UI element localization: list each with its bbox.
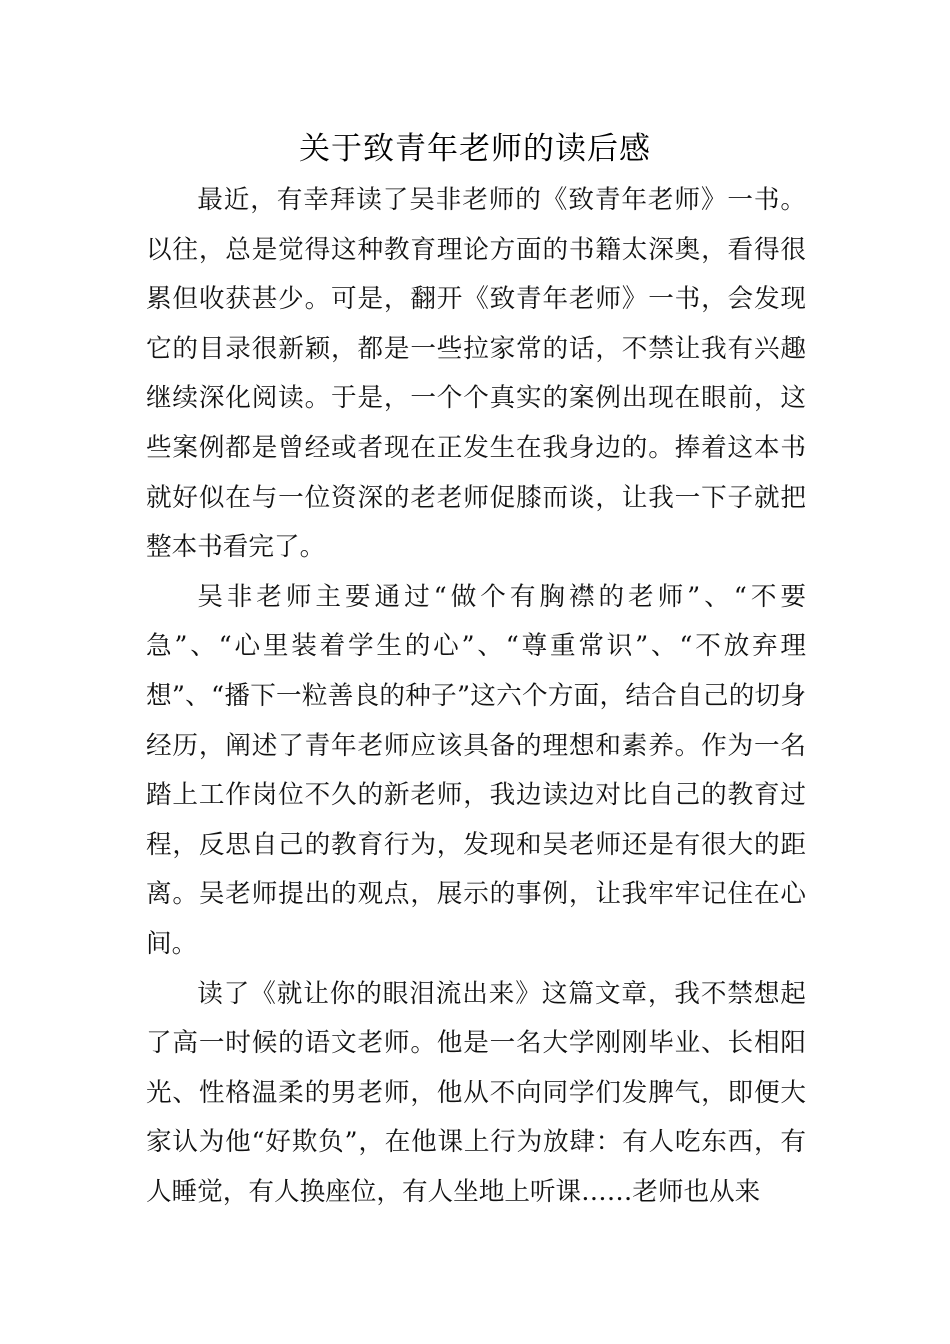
document-title: 关于致青年老师的读后感 bbox=[299, 131, 651, 167]
paragraph-2: 吴非老师主要通过“做个有胸襟的老师”、“不要急”、“心里装着学生的心”、“尊重常识”、“不放弃理想”、“播下一粒善良的种子”这六个方面，结合自己的切身经历，阐述了青年老师应该具备的理想和素养。作为一名踏上工作岗位不久的新老师，我边读边对比自己的教育过程，反思自己的教育行为，发现和吴老师还是有很大的距离。吴老师提出的观点，展示的事例，让我牢牢记住在心间。 bbox=[146, 581, 806, 959]
paragraph-1: 最近，有幸拜读了吴非老师的《致青年老师》一书。以往，总是觉得这种教育理论方面的书籍太深奥，看得很累但收获甚少。可是，翻开《致青年老师》一书，会发现它的目录很新颖，都是一些拉家常的话，不禁让我有兴趣继续深化阅读。于是，一个个真实的案例出现在眼前，这些案例都是曾经或者现在正发生在我身边的。捧着这本书就好似在与一位资深的老老师促膝而谈，让我一下子就把整本书看完了。 bbox=[146, 185, 806, 563]
paragraph-3: 读了《就让你的眼泪流出来》这篇文章，我不禁想起了高一时候的语文老师。他是一名大学刚刚毕业、长相阳光、性格温柔的男老师，他从不向同学们发脾气，即便大家认为他“好欺负”，在他课上行为放肆：有人吃东西，有人睡觉，有人换座位，有人坐地上听课……老师也从来 bbox=[146, 978, 806, 1207]
document-body bbox=[146, 176, 806, 1217]
